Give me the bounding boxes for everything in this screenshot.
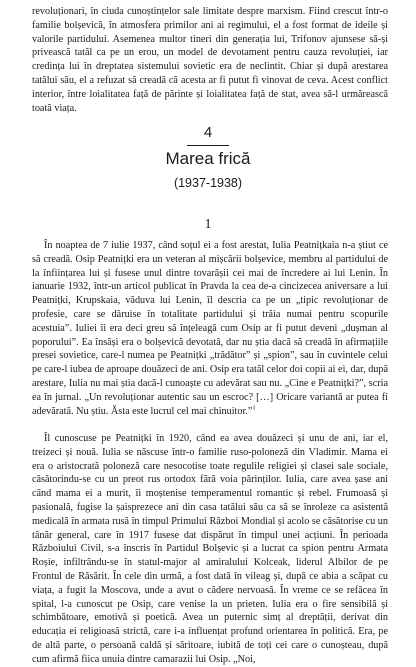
chapter-years: (1937-1938) bbox=[173, 176, 243, 190]
footnote-marker: 1 bbox=[252, 404, 256, 412]
continued-paragraph: revoluționari, în ciuda cunoștințelor sale limitate despre marxism. Fiind crescut într-o familie bolșevică, în atmosfera primilor ani ai regimului, el a fost format de ideile și valorile partidului. Asemenea multor tineri din generația lui, Trifonov ajunsese să-și privească tatăl ca pe un erou, un model de devotament pentru cauza revoluției, iar credința lui în dreptatea sistemului sovietic era de neclintit. Chiar și după arestarea tatălui său, el a refuzat să creadă că acesta ar fi putut fi vinovat de ceva. Acest conflict interior, între loialitatea față de părinte și loialitatea față de stat, avea să-l urmărească toată viața. bbox=[32, 6, 388, 114]
section-number: 1 bbox=[204, 217, 212, 232]
chapter-divider bbox=[187, 145, 229, 146]
chapter-number: 4 bbox=[203, 124, 213, 141]
body-paragraph: Îl cunoscuse pe Peatnițki în 1920, când ea avea douăzeci și unu de ani, iar el, treizeci și nouă. Iulia se născuse într-o familie ruso-poloneză din Vladimir. Mama ei era o aristocrată poloneză care nesocotise toate regulile religiei și clasei sale sociale, căsătorindu-se cu un preot rus ortodox fără voia părinților. Iulia, care avea șase ani când mama ei a murit, îi moștenise temperamentul romantic și rebel. Frumoasă și pasională, fugise la șaisprezece ani din casa tatălui său ca să se înroleze ca asistentă medicală în armata rusă în timpul Primului Război Mondial și acolo se căsătorise cu un tânăr general, care în 1917 fusese dat dispărut în timpul unei acțiuni. În perioada Războiului Civil, s-a înscris în Partidul Bolșevic și a lucrat ca spion pentru Armata Roșie, infiltrându-se în statul-major al amiralului Kolceak, liderul Albilor de pe Frontul de Răsărit. În cele din urmă, a fost dată în vileag și, după ce abia a scăpat cu viața, a fugit la Moscova, unde a avut o cădere nervoasă. În vreme ce se refăcea în spital, l-a cunoscut pe Osip, care venise la un prieten. Iulia era o fire sensibilă și schimbătoare, emotivă și poetică. Avea un puternic simț al dreptății, derivat din educația ei religioasă strictă, care i-a influențat profund orientarea în politică. Era, pe de altă parte, o persoană caldă și săritoare, iubită de toți cei care o cunoșteau, după cum afirmă fiica unuia dintre camarazii lui Osip. „Noi, bbox=[32, 433, 388, 665]
chapter-title: Marea frică bbox=[165, 149, 251, 168]
body-paragraph: În noaptea de 7 iulie 1937, când soțul ei a fost arestat, Iulia Peatnițkaia n-a știut ce să creadă. Osip Peatnițki era un veteran al mișcării bolșevice, membru al partidului de la înființarea lui și fusese unul dintre tovarășii cei mai de încredere ai lui Lenin. În ianuarie 1932, într-un articol publicat în Pravda la cea de-a cincizecea aniversare a lui Peatnițki, Krupskaia, văduva lui Lenin, îl descria ca pe un „tipic revoluționar de profesie, care se dăruise în totalitate partidului și trăia numai pentru scopurile acestuia”. Iuliei îi era deci greu să înțeleagă cum Osip ar fi putut deveni „dușman al poporului”. Ea însăși era o bolșevică devotată, dar nu știa dacă să creadă în afirmațiile presei sovietice, care-l numea pe Peatnițki „trădător” și „spion”, sau în cuvintele celui pe care-l iubea de aproape douăzeci de ani. Osip era tatăl celor doi copii ai ei, dar, după arestare, Iulia nu mai știa dacă-l cunoaște cu adevărat sau nu. „Cine e Peatnițki?”, scria ea în jurnal. „Un revoluționar autentic sau un escroc? […] Oricare variantă ar putea fi adevărată. Nu știu. Ăsta este lucrul cel mai chinuitor.”$^1$ bbox=[32, 240, 388, 417]
